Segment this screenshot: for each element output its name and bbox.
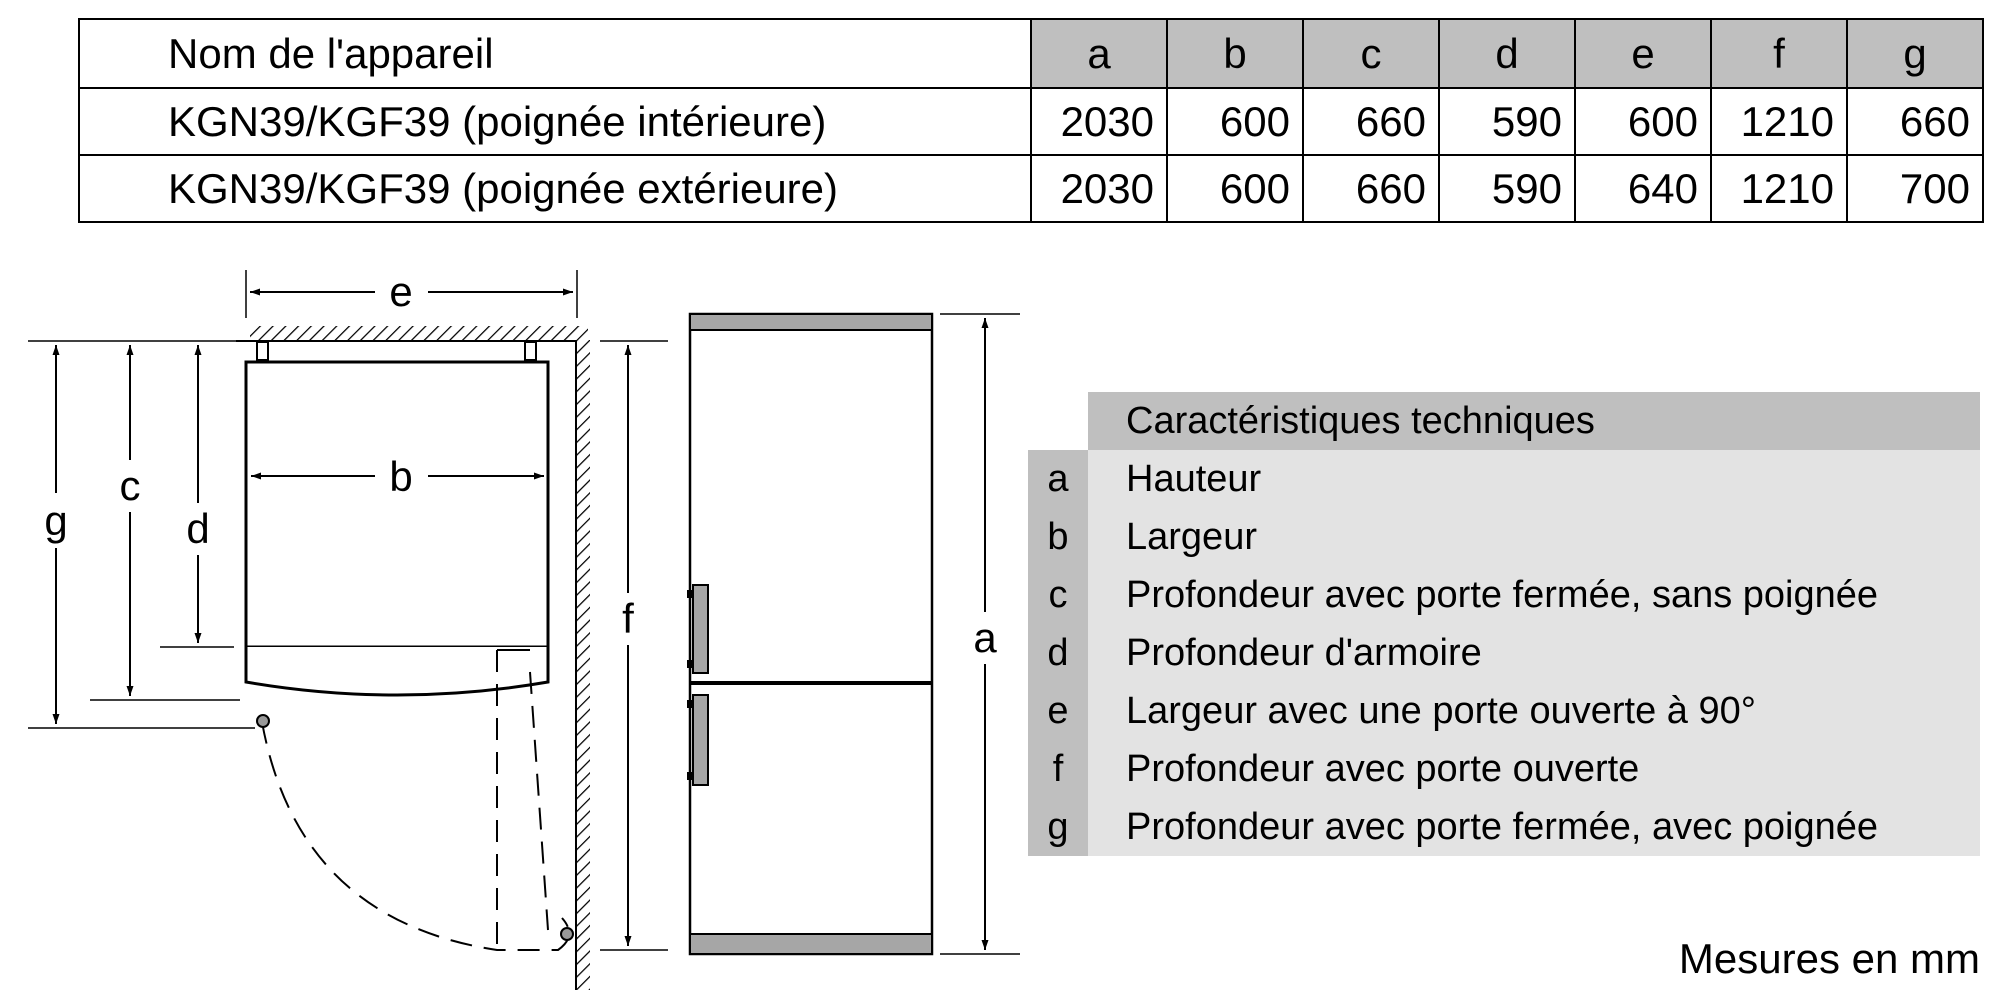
value-cell-f: 1210 — [1711, 88, 1847, 155]
column-header-c: c — [1303, 19, 1439, 88]
legend-key: f — [1028, 740, 1088, 798]
legend-text: Profondeur avec porte fermée, avec poignée — [1088, 798, 1980, 856]
legend-key: b — [1028, 508, 1088, 566]
column-header-f: f — [1711, 19, 1847, 88]
units-note: Mesures en mm — [1678, 935, 1980, 982]
dimension-label-c: c — [119, 462, 141, 509]
lower-door-handle — [693, 695, 708, 785]
table-row — [79, 155, 1983, 222]
legend-text: Profondeur avec porte ouverte — [1088, 740, 1980, 798]
column-header-b: b — [1167, 19, 1303, 88]
column-header-d: d — [1439, 19, 1575, 88]
value-cell-d: 590 — [1439, 155, 1575, 222]
dimension-label-b: b — [389, 453, 413, 500]
closed-door — [246, 647, 548, 695]
dimension-c — [120, 345, 141, 696]
dimension-a — [940, 314, 1020, 954]
dimension-label-f: f — [622, 595, 634, 642]
device-name-cell: KGN39/KGF39 (poignée extérieure) — [79, 155, 1031, 222]
value-cell-g: 660 — [1847, 88, 1983, 155]
dimension-label-e: e — [389, 268, 413, 315]
rear-spacer — [525, 342, 536, 360]
value-cell-a: 2030 — [1031, 88, 1167, 155]
hinge-point — [257, 715, 269, 727]
fridge-dimension-diagram — [0, 250, 1030, 1000]
legend-key: d — [1028, 624, 1088, 682]
dimension-label-d: d — [186, 505, 210, 552]
legend-item — [1028, 624, 1980, 682]
legend-item — [1028, 450, 1980, 508]
legend-text: Hauteur — [1088, 450, 1980, 508]
front-view — [687, 314, 1020, 954]
cabinet-body — [246, 362, 548, 647]
value-cell-f: 1210 — [1711, 155, 1847, 222]
dimension-label-a: a — [973, 614, 997, 661]
value-cell-b: 600 — [1167, 88, 1303, 155]
handle-mount — [687, 772, 693, 780]
upper-door-handle — [693, 585, 708, 673]
table-row — [79, 88, 1983, 155]
value-cell-e: 640 — [1575, 155, 1711, 222]
value-cell-g: 700 — [1847, 155, 1983, 222]
value-cell-b: 600 — [1167, 155, 1303, 222]
dimension-d — [186, 345, 209, 643]
legend-item — [1028, 798, 1980, 856]
value-cell-d: 590 — [1439, 88, 1575, 155]
handle-mount — [687, 590, 693, 598]
legend-key: c — [1028, 566, 1088, 624]
side-wall-hatch — [576, 340, 590, 990]
legend-title: Caractéristiques techniques — [1088, 392, 1980, 450]
device-name-cell: KGN39/KGF39 (poignée intérieure) — [79, 88, 1031, 155]
dimension-f — [600, 341, 668, 950]
open-door-edge — [530, 672, 548, 930]
back-wall-hatch — [250, 326, 588, 340]
dimension-label-g: g — [44, 497, 68, 544]
legend-item — [1028, 508, 1980, 566]
bottom-plinth — [690, 934, 932, 954]
legend-item — [1028, 740, 1980, 798]
technical-specs-legend — [1028, 392, 1980, 856]
value-cell-c: 660 — [1303, 155, 1439, 222]
top-view — [28, 268, 668, 990]
legend-key: a — [1028, 450, 1088, 508]
value-cell-e: 600 — [1575, 88, 1711, 155]
column-header-e: e — [1575, 19, 1711, 88]
legend-text: Largeur avec une porte ouverte à 90° — [1088, 682, 1980, 740]
table-header-row — [79, 19, 1983, 88]
top-cover — [690, 314, 932, 330]
legend-text: Largeur — [1088, 508, 1980, 566]
fridge-front — [690, 314, 932, 954]
legend-key: e — [1028, 682, 1088, 740]
legend-text: Profondeur avec porte fermée, sans poignée — [1088, 566, 1980, 624]
legend-key: g — [1028, 798, 1088, 856]
value-cell-c: 660 — [1303, 88, 1439, 155]
column-header-g: g — [1847, 19, 1983, 88]
handle-mount — [687, 660, 693, 668]
door-swing-arc — [262, 722, 569, 950]
rear-spacer — [257, 342, 268, 360]
legend-item — [1028, 566, 1980, 624]
handle-mount — [687, 700, 693, 708]
legend-text: Profondeur d'armoire — [1088, 624, 1980, 682]
dimension-g — [44, 345, 67, 724]
hinge-point — [561, 928, 573, 940]
device-name-header: Nom de l'appareil — [79, 19, 1031, 88]
dimension-e — [246, 268, 577, 318]
value-cell-a: 2030 — [1031, 155, 1167, 222]
dimensions-table — [78, 18, 1984, 223]
column-header-a: a — [1031, 19, 1167, 88]
legend-item — [1028, 682, 1980, 740]
